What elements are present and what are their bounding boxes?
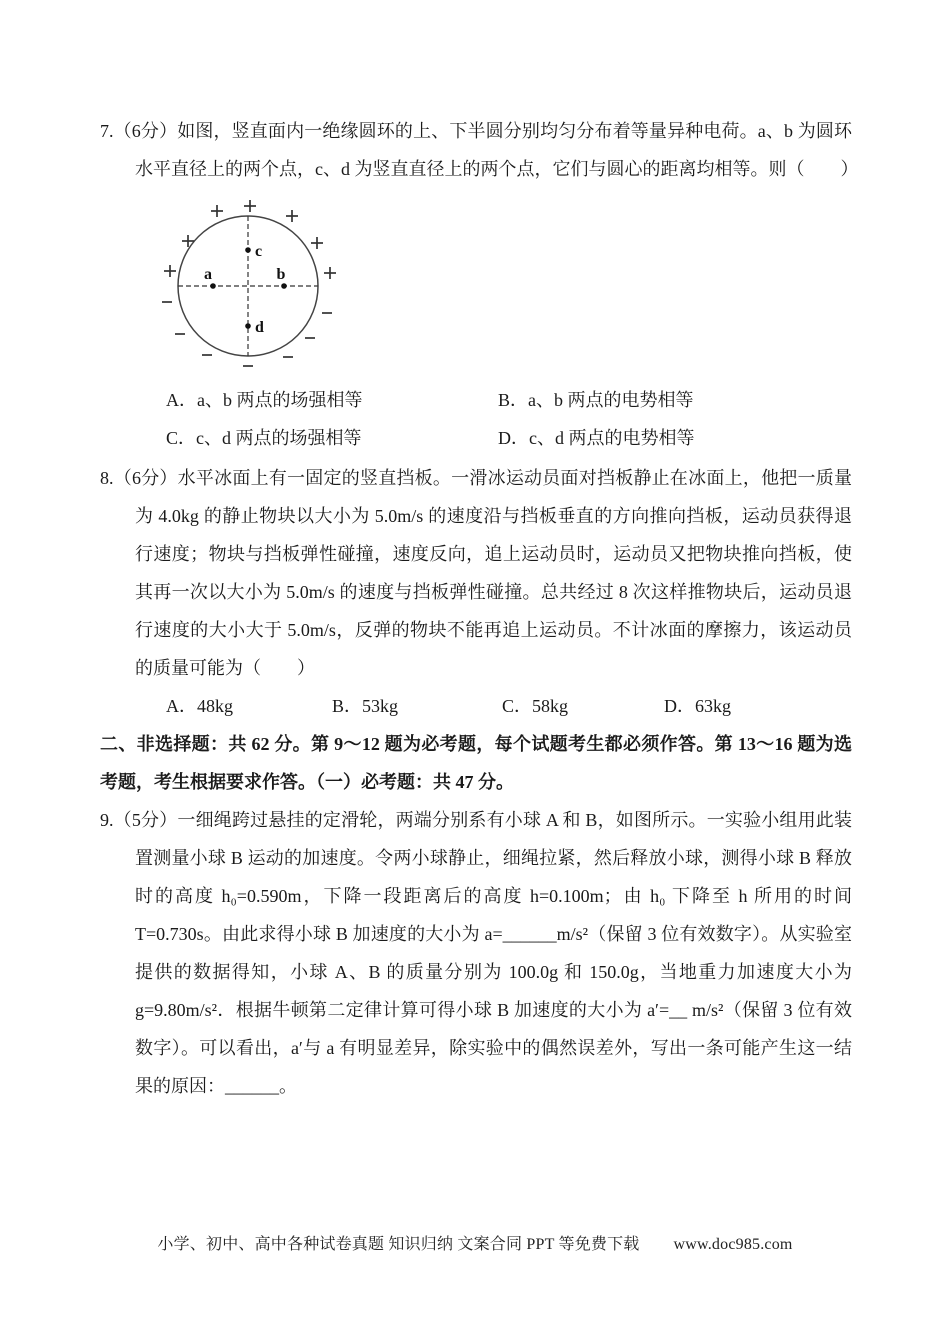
question-8-options: [100, 687, 852, 725]
charged-ring-diagram: [160, 194, 350, 374]
page-footer: [0, 1231, 950, 1254]
plus-icon: [211, 205, 223, 217]
charged-ring-svg: [160, 194, 350, 374]
q8-option-c: C．58kg: [502, 696, 569, 716]
footer-text: 小学、初中、高中各种试卷真题 知识归纳 文案合同 PPT 等免费下载: [157, 1236, 640, 1253]
q8-option-d: D．63kg: [664, 696, 731, 716]
q8-option-a: A．48kg: [166, 696, 233, 716]
q7-option-b: B．a、b 两点的电势相等: [498, 390, 694, 410]
positive-charges-icons: [164, 200, 336, 279]
point-a-dot: [210, 283, 216, 289]
plus-icon: [182, 235, 194, 247]
point-d-dot: [245, 323, 251, 329]
question-7-text: 7.（6分）如图，竖直面内一绝缘圆环的上、下半圆分别均匀分布着等量异种电荷。a、b 为圆环水平直径上的两个点，c、d 为竖直直径上的两个点，它们与圆心的距离均相等。则（ ）: [100, 121, 859, 179]
q7-option-d: D．c、d 两点的电势相等: [498, 427, 695, 448]
plus-icon: [324, 267, 336, 279]
point-c-label: c: [255, 243, 263, 260]
plus-icon: [244, 200, 256, 212]
point-b-dot: [281, 283, 287, 289]
point-b-label: b: [276, 266, 286, 283]
q7-option-a: A．a、b 两点的场强相等: [166, 390, 363, 410]
q8-option-b: B．53kg: [332, 696, 399, 716]
point-c-dot: [245, 247, 251, 253]
question-8-text: 8.（6分）水平冰面上有一固定的竖直挡板。一滑冰运动员面对挡板静止在冰面上，他把一质量为 4.0kg 的静止物块以大小为 5.0m/s 的速度沿与挡板垂直的方向推向挡板，运动员获得退行速度；物块与挡板弹性碰撞，速度反向，追上运动员时，运动员又把物块推向挡板，使其再一次以大小为 5.0m/s 的速度与挡板弹性碰撞。总共经过 8 次这样推物块后，运动员退行速度的大小大于 5.0m/s，反弹的物块不能再追上运动员。不计冰面的摩擦力，该运动员的质量可能为（ ）: [100, 468, 852, 678]
question-9-text: 9.（5分）一细绳跨过悬挂的定滑轮，两端分别系有小球 A 和 B，如图所示。一实验小组用此装置测量小球 B 运动的加速度。令两小球静止，细绳拉紧，然后释放小球，测得小球 B 释放时的高度 h₀=0.590m，下降一段距离后的高度 h=0.100m；由 h₀ 下降至 h 所用的时间 T=0.730s。由此求得小球 B 加速度的大小为 a=______m/s²（保留 3 位有效数字）。从实验室提供的数据得知，小球 A、B 的质量分别为 100.0g 和 150.0g，当地重力加速度大小为 g=9.80m/s²．根据牛顿第二定律计算可得小球 B 加速度的大小为 a′=__ m/s²（保留 3 位有效数字）。可以看出，a′与 a 有明显差异，除实验中的偶然误差外，写出一条可能产生这一结果的原因：______。: [100, 810, 852, 1096]
section-2-header: 二、非选择题：共 62 分。第 9～12 题为必考题，每个试题考生都必须作答。第 13～16 题为选考题，考生根据要求作答。（一）必考题：共 47 分。: [100, 734, 852, 792]
question-7-options: [100, 382, 852, 457]
plus-icon: [286, 210, 298, 222]
plus-icon: [164, 265, 176, 277]
point-a-label: a: [204, 266, 212, 283]
plus-icon: [311, 237, 323, 249]
point-d-label: d: [255, 319, 264, 336]
page-content: [100, 112, 859, 1105]
q7-option-c: C．c、d 两点的场强相等: [166, 427, 362, 448]
footer-url: www.doc985.com: [673, 1236, 793, 1253]
